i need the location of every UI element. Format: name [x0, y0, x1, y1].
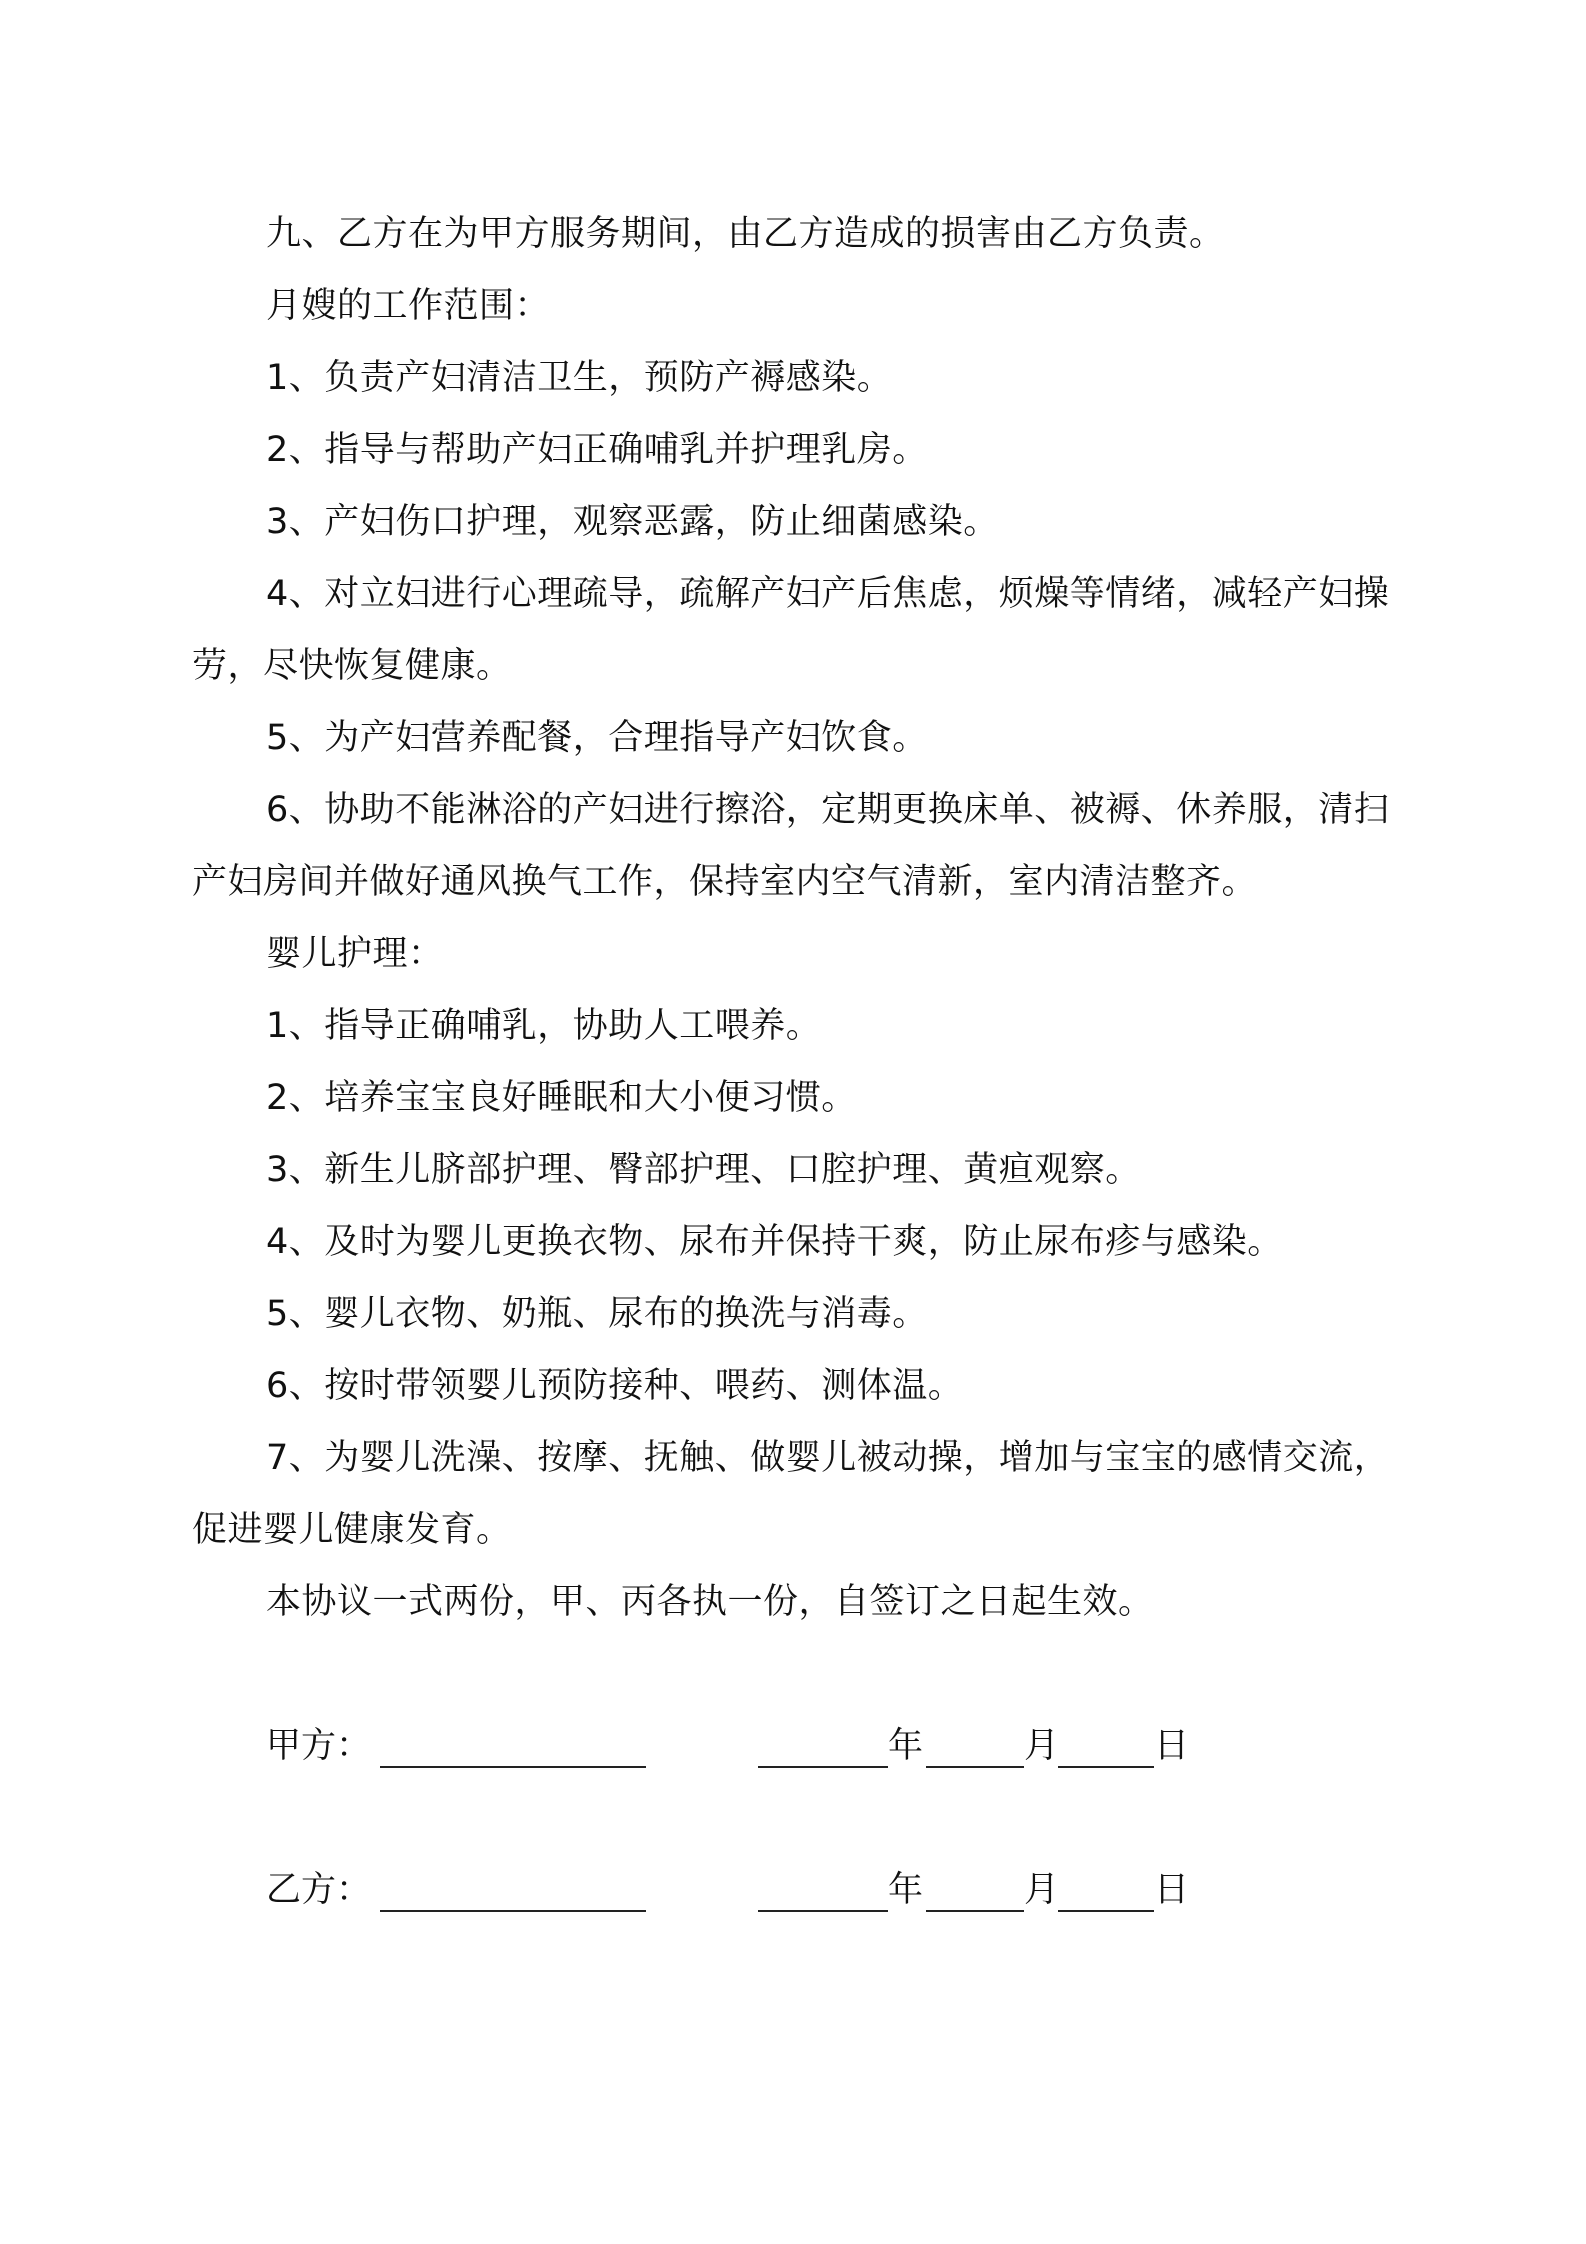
list-item: 6、按时带领婴儿预防接种、喂药、测体温。 [266, 1366, 964, 1406]
list-item: 7、为婴儿洗澡、按摩、抚触、做婴儿被动操，增加与宝宝的感情交流，促进婴儿健康发育。 [192, 1438, 1390, 1550]
day-label: 日 [1154, 1726, 1190, 1766]
party-a-label: 甲方： [266, 1726, 372, 1766]
party-b-label: 乙方： [266, 1870, 372, 1910]
party-b-signature-line[interactable] [380, 1910, 646, 1912]
month-label: 月 [1024, 1726, 1060, 1766]
party-a-signature-line[interactable] [380, 1766, 646, 1768]
party-b-day-line[interactable] [1058, 1910, 1154, 1912]
list-item: 2、培养宝宝良好睡眠和大小便习惯。 [266, 1078, 857, 1118]
day-label: 日 [1154, 1870, 1190, 1910]
list-item: 4、对立妇进行心理疏导，疏解产妇产后焦虑，烦燥等情绪，减轻产妇操劳，尽快恢复健康。 [192, 574, 1390, 686]
list-item: 5、为产妇营养配餐，合理指导产妇饮食。 [266, 718, 928, 758]
party-b-year-line[interactable] [758, 1910, 888, 1912]
section-heading-nanny-scope: 月嫂的工作范围： [266, 286, 551, 326]
section-heading-infant-care: 婴儿护理： [266, 934, 444, 974]
signature-row-party-a [266, 1716, 1266, 1776]
list-item: 1、负责产妇清洁卫生，预防产褥感染。 [266, 358, 893, 398]
list-item: 2、指导与帮助产妇正确哺乳并护理乳房。 [266, 430, 928, 470]
list-item: 1、指导正确哺乳，协助人工喂养。 [266, 1006, 822, 1046]
year-label: 年 [888, 1870, 924, 1910]
party-a-year-line[interactable] [758, 1766, 888, 1768]
document-body [192, 198, 1412, 1638]
clause-nine: 九、乙方在为甲方服务期间，由乙方造成的损害由乙方负责。 [266, 214, 1225, 254]
list-item: 3、产妇伤口护理，观察恶露，防止细菌感染。 [266, 502, 999, 542]
signature-row-party-b [266, 1860, 1266, 1920]
party-a-day-line[interactable] [1058, 1766, 1154, 1768]
effective-clause: 本协议一式两份，甲、丙各执一份，自签订之日起生效。 [266, 1582, 1154, 1622]
month-label: 月 [1024, 1870, 1060, 1910]
list-item: 5、婴儿衣物、奶瓶、尿布的换洗与消毒。 [266, 1294, 928, 1334]
list-item: 3、新生儿脐部护理、臀部护理、口腔护理、黄疸观察。 [266, 1150, 1141, 1190]
year-label: 年 [888, 1726, 924, 1766]
party-b-month-line[interactable] [926, 1910, 1024, 1912]
list-item: 6、协助不能淋浴的产妇进行擦浴，定期更换床单、被褥、休养服，清扫产妇房间并做好通风换气工作，保持室内空气清新，室内清洁整齐。 [192, 790, 1390, 902]
list-item: 4、及时为婴儿更换衣物、尿布并保持干爽，防止尿布疹与感染。 [266, 1222, 1283, 1262]
party-a-month-line[interactable] [926, 1766, 1024, 1768]
